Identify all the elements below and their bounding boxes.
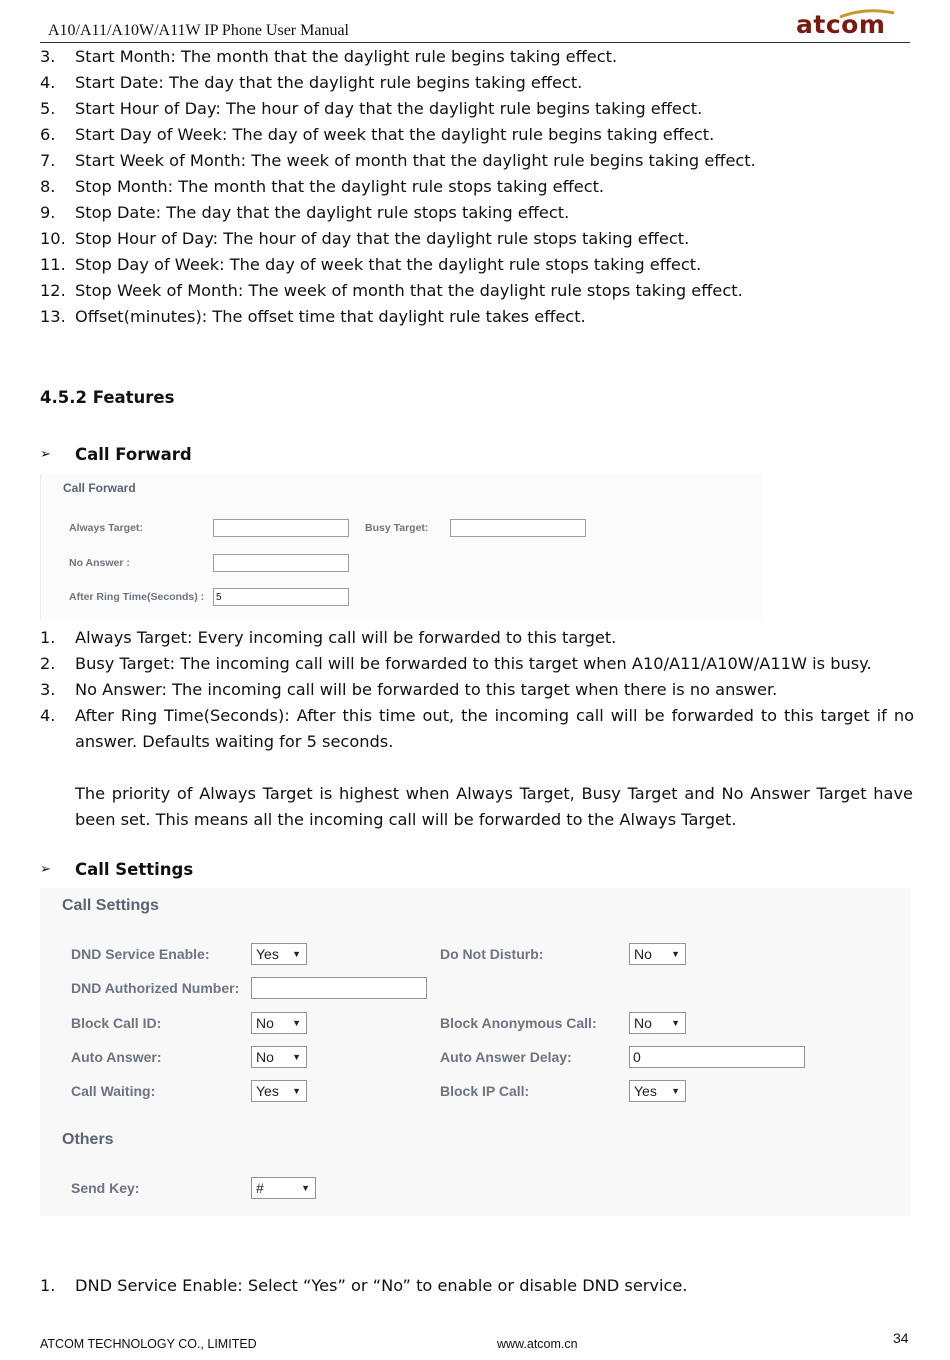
block-call-id-label: Block Call ID: xyxy=(71,1015,162,1031)
list-item: 7. Start Week of Month: The week of month that the daylight rule begins taking effect. xyxy=(40,151,756,170)
no-answer-label: No Answer : xyxy=(69,557,130,569)
do-not-disturb-select[interactable]: No ▼ xyxy=(629,943,686,965)
footer-website[interactable]: www.atcom.cn xyxy=(497,1337,578,1351)
block-call-id-select[interactable]: No ▼ xyxy=(251,1012,307,1034)
auto-answer-delay-label: Auto Answer Delay: xyxy=(440,1049,572,1065)
call-forward-bullet xyxy=(40,445,192,464)
busy-target-input[interactable] xyxy=(450,519,586,537)
call-settings-panel-title: Call Settings xyxy=(62,897,159,914)
dropdown-arrow-icon: ▼ xyxy=(671,1086,680,1096)
dnd-authorized-label: DND Authorized Number: xyxy=(71,980,240,996)
dropdown-arrow-icon: ▼ xyxy=(301,1183,310,1193)
list-item: 11. Stop Day of Week: The day of week that the daylight rule stops taking effect. xyxy=(40,255,702,274)
dropdown-arrow-icon: ▼ xyxy=(292,1052,301,1062)
priority-note: The priority of Always Target is highest when Always Target, Busy Target and No Answer Target have been set. This means all the incoming call will be forwarded to the Always Target. xyxy=(75,784,913,829)
dropdown-arrow-icon: ▼ xyxy=(292,1086,301,1096)
call-forward-list xyxy=(40,625,914,755)
block-anonymous-label: Block Anonymous Call: xyxy=(440,1015,597,1031)
dropdown-arrow-icon: ▼ xyxy=(292,1018,301,1028)
dropdown-arrow-icon: ▼ xyxy=(671,1018,680,1028)
header-rule xyxy=(40,42,910,43)
send-key-select[interactable]: # ▼ xyxy=(251,1177,316,1199)
block-anonymous-select[interactable]: No ▼ xyxy=(629,1012,686,1034)
list-item: 12. Stop Week of Month: The week of month that the daylight rule stops taking effect. xyxy=(40,281,743,300)
list-item: 13. Offset(minutes): The offset time that daylight rule takes effect. xyxy=(40,307,586,326)
section-heading: 4.5.2 Features xyxy=(40,388,175,407)
call-settings-list xyxy=(40,1273,688,1299)
list-item: 5. Start Hour of Day: The hour of day that the daylight rule begins taking effect. xyxy=(40,99,703,118)
list-item: 10. Stop Hour of Day: The hour of day that the daylight rule stops taking effect. xyxy=(40,229,690,248)
list-item: 4. After Ring Time(Seconds): After this time out, the incoming call will be forwarded to this target if no answer. Defaults waiting for 5 seconds. xyxy=(40,706,914,751)
list-item: 3. No Answer: The incoming call will be forwarded to this target when there is no answer. xyxy=(40,680,778,699)
call-settings-bullet xyxy=(40,860,193,879)
call-waiting-label: Call Waiting: xyxy=(71,1083,156,1099)
after-ring-time-label: After Ring Time(Seconds) : xyxy=(69,591,205,603)
header-title: A10/A11/A10W/A11W IP Phone User Manual xyxy=(48,22,349,39)
list-item: 3. Start Month: The month that the daylight rule begins taking effect. xyxy=(40,47,618,66)
always-target-label: Always Target: xyxy=(69,522,143,534)
list-item: 1. Always Target: Every incoming call will be forwarded to this target. xyxy=(40,628,617,647)
auto-answer-delay-input[interactable]: 0 xyxy=(629,1046,805,1068)
auto-answer-label: Auto Answer: xyxy=(71,1049,162,1065)
after-ring-time-input[interactable]: 5 xyxy=(213,588,349,606)
dnd-service-label: DND Service Enable: xyxy=(71,946,210,962)
call-settings-screenshot xyxy=(40,888,910,1216)
block-ip-call-select[interactable]: Yes ▼ xyxy=(629,1080,686,1102)
page-number: 34 xyxy=(893,1330,909,1346)
auto-answer-select[interactable]: No ▼ xyxy=(251,1046,307,1068)
call-waiting-select[interactable]: Yes ▼ xyxy=(251,1080,307,1102)
block-ip-call-label: Block IP Call: xyxy=(440,1083,530,1099)
list-item: 6. Start Day of Week: The day of week that the daylight rule begins taking effect. xyxy=(40,125,715,144)
daylight-rule-list xyxy=(40,44,756,330)
list-item: 2. Busy Target: The incoming call will be forwarded to this target when A10/A11/A10W/A11W is busy. xyxy=(40,654,872,673)
call-forward-panel-title: Call Forward xyxy=(63,481,136,495)
call-forward-screenshot xyxy=(40,474,761,620)
others-title: Others xyxy=(62,1131,114,1148)
dropdown-arrow-icon: ▼ xyxy=(292,949,301,959)
list-item: 9. Stop Date: The day that the daylight rule stops taking effect. xyxy=(40,203,570,222)
call-settings-heading: Call Settings xyxy=(75,860,194,879)
always-target-input[interactable] xyxy=(213,519,349,537)
arrow-bullet-icon: ➢ xyxy=(40,447,51,462)
list-item: 1. DND Service Enable: Select “Yes” or “No” to enable or disable DND service. xyxy=(40,1276,688,1295)
no-answer-input[interactable] xyxy=(213,554,349,572)
footer-company: ATCOM TECHNOLOGY CO., LIMITED xyxy=(40,1337,257,1351)
dnd-authorized-input[interactable] xyxy=(251,977,427,999)
atcom-logo: atcom xyxy=(796,10,886,39)
list-item: 8. Stop Month: The month that the daylight rule stops taking effect. xyxy=(40,177,605,196)
arrow-bullet-icon: ➢ xyxy=(40,862,51,877)
send-key-label: Send Key: xyxy=(71,1180,140,1196)
list-item: 4. Start Date: The day that the daylight rule begins taking effect. xyxy=(40,73,583,92)
call-forward-heading: Call Forward xyxy=(75,445,192,464)
dropdown-arrow-icon: ▼ xyxy=(671,949,680,959)
busy-target-label: Busy Target: xyxy=(365,522,429,534)
dnd-service-select[interactable]: Yes ▼ xyxy=(251,943,307,965)
do-not-disturb-label: Do Not Disturb: xyxy=(440,946,544,962)
